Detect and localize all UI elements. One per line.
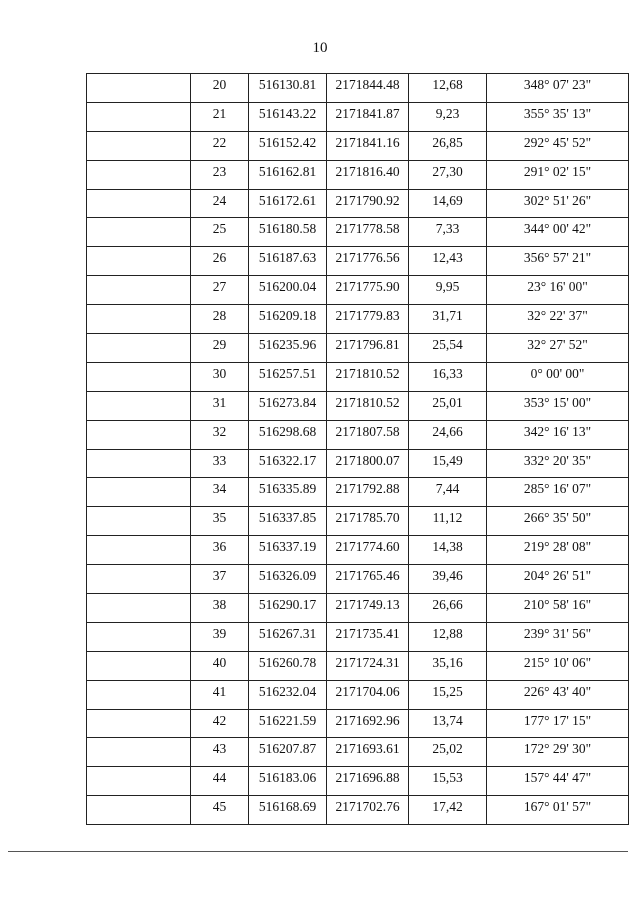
- x-coordinate-cell: 516322.17: [249, 449, 327, 478]
- footer-rule: [8, 851, 628, 852]
- x-coordinate-cell: 516335.89: [249, 478, 327, 507]
- x-coordinate-cell: 516187.63: [249, 247, 327, 276]
- point-number-cell: 23: [191, 160, 249, 189]
- y-coordinate-cell: 2171816.40: [327, 160, 409, 189]
- x-coordinate-cell: 516207.87: [249, 738, 327, 767]
- y-coordinate-cell: 2171779.83: [327, 305, 409, 334]
- direction-angle-cell: 226° 43' 40": [487, 680, 629, 709]
- x-coordinate-cell: 516162.81: [249, 160, 327, 189]
- segment-length-cell: 12,88: [409, 622, 487, 651]
- x-coordinate-cell: 516232.04: [249, 680, 327, 709]
- direction-angle-cell: 342° 16' 13": [487, 420, 629, 449]
- empty-cell: [87, 218, 191, 247]
- empty-cell: [87, 767, 191, 796]
- y-coordinate-cell: 2171704.06: [327, 680, 409, 709]
- direction-angle-cell: 219° 28' 08": [487, 536, 629, 565]
- direction-angle-cell: 167° 01' 57": [487, 796, 629, 825]
- segment-length-cell: 17,42: [409, 796, 487, 825]
- y-coordinate-cell: 2171724.31: [327, 651, 409, 680]
- table-row: [87, 594, 629, 623]
- segment-length-cell: 15,25: [409, 680, 487, 709]
- y-coordinate-cell: 2171735.41: [327, 622, 409, 651]
- empty-cell: [87, 391, 191, 420]
- empty-cell: [87, 247, 191, 276]
- segment-length-cell: 31,71: [409, 305, 487, 334]
- table-row: [87, 362, 629, 391]
- point-number-cell: 20: [191, 74, 249, 103]
- table-row: [87, 74, 629, 103]
- empty-cell: [87, 507, 191, 536]
- y-coordinate-cell: 2171774.60: [327, 536, 409, 565]
- empty-cell: [87, 680, 191, 709]
- empty-cell: [87, 478, 191, 507]
- empty-cell: [87, 565, 191, 594]
- x-coordinate-cell: 516290.17: [249, 594, 327, 623]
- segment-length-cell: 14,69: [409, 189, 487, 218]
- table-row: [87, 218, 629, 247]
- direction-angle-cell: 353° 15' 00": [487, 391, 629, 420]
- x-coordinate-cell: 516143.22: [249, 102, 327, 131]
- direction-angle-cell: 332° 20' 35": [487, 449, 629, 478]
- point-number-cell: 32: [191, 420, 249, 449]
- segment-length-cell: 9,95: [409, 276, 487, 305]
- y-coordinate-cell: 2171696.88: [327, 767, 409, 796]
- table-row: [87, 131, 629, 160]
- empty-cell: [87, 305, 191, 334]
- segment-length-cell: 15,49: [409, 449, 487, 478]
- table-row: [87, 507, 629, 536]
- x-coordinate-cell: 516337.19: [249, 536, 327, 565]
- table-row: [87, 305, 629, 334]
- table-row: [87, 449, 629, 478]
- segment-length-cell: 7,33: [409, 218, 487, 247]
- segment-length-cell: 24,66: [409, 420, 487, 449]
- direction-angle-cell: 0° 00' 00": [487, 362, 629, 391]
- direction-angle-cell: 239° 31' 56": [487, 622, 629, 651]
- y-coordinate-cell: 2171749.13: [327, 594, 409, 623]
- segment-length-cell: 26,66: [409, 594, 487, 623]
- y-coordinate-cell: 2171702.76: [327, 796, 409, 825]
- segment-length-cell: 9,23: [409, 102, 487, 131]
- table-row: [87, 796, 629, 825]
- y-coordinate-cell: 2171785.70: [327, 507, 409, 536]
- direction-angle-cell: 157° 44' 47": [487, 767, 629, 796]
- y-coordinate-cell: 2171692.96: [327, 709, 409, 738]
- x-coordinate-cell: 516180.58: [249, 218, 327, 247]
- direction-angle-cell: 291° 02' 15": [487, 160, 629, 189]
- table-row: [87, 102, 629, 131]
- point-number-cell: 26: [191, 247, 249, 276]
- point-number-cell: 41: [191, 680, 249, 709]
- point-number-cell: 38: [191, 594, 249, 623]
- table-row: [87, 276, 629, 305]
- table-row: [87, 189, 629, 218]
- x-coordinate-cell: 516172.61: [249, 189, 327, 218]
- y-coordinate-cell: 2171765.46: [327, 565, 409, 594]
- x-coordinate-cell: 516200.04: [249, 276, 327, 305]
- direction-angle-cell: 32° 27' 52": [487, 334, 629, 363]
- direction-angle-cell: 355° 35' 13": [487, 102, 629, 131]
- empty-cell: [87, 189, 191, 218]
- point-number-cell: 28: [191, 305, 249, 334]
- x-coordinate-cell: 516273.84: [249, 391, 327, 420]
- empty-cell: [87, 102, 191, 131]
- y-coordinate-cell: 2171810.52: [327, 391, 409, 420]
- point-number-cell: 35: [191, 507, 249, 536]
- y-coordinate-cell: 2171807.58: [327, 420, 409, 449]
- table-row: [87, 767, 629, 796]
- empty-cell: [87, 622, 191, 651]
- x-coordinate-cell: 516209.18: [249, 305, 327, 334]
- direction-angle-cell: 215° 10' 06": [487, 651, 629, 680]
- segment-length-cell: 25,01: [409, 391, 487, 420]
- point-number-cell: 22: [191, 131, 249, 160]
- direction-angle-cell: 210° 58' 16": [487, 594, 629, 623]
- direction-angle-cell: 177° 17' 15": [487, 709, 629, 738]
- segment-length-cell: 35,16: [409, 651, 487, 680]
- table-row: [87, 478, 629, 507]
- x-coordinate-cell: 516326.09: [249, 565, 327, 594]
- page-number: 10: [312, 40, 328, 56]
- point-number-cell: 40: [191, 651, 249, 680]
- direction-angle-cell: 172° 29' 30": [487, 738, 629, 767]
- segment-length-cell: 12,43: [409, 247, 487, 276]
- table-row: [87, 709, 629, 738]
- y-coordinate-cell: 2171810.52: [327, 362, 409, 391]
- empty-cell: [87, 420, 191, 449]
- point-number-cell: 24: [191, 189, 249, 218]
- empty-cell: [87, 131, 191, 160]
- point-number-cell: 43: [191, 738, 249, 767]
- y-coordinate-cell: 2171792.88: [327, 478, 409, 507]
- x-coordinate-cell: 516221.59: [249, 709, 327, 738]
- point-number-cell: 30: [191, 362, 249, 391]
- direction-angle-cell: 344° 00' 42": [487, 218, 629, 247]
- segment-length-cell: 39,46: [409, 565, 487, 594]
- segment-length-cell: 26,85: [409, 131, 487, 160]
- table-row: [87, 391, 629, 420]
- x-coordinate-cell: 516130.81: [249, 74, 327, 103]
- segment-length-cell: 25,54: [409, 334, 487, 363]
- point-number-cell: 34: [191, 478, 249, 507]
- table-row: [87, 334, 629, 363]
- direction-angle-cell: 23° 16' 00": [487, 276, 629, 305]
- point-number-cell: 36: [191, 536, 249, 565]
- empty-cell: [87, 334, 191, 363]
- segment-length-cell: 13,74: [409, 709, 487, 738]
- empty-cell: [87, 594, 191, 623]
- segment-length-cell: 25,02: [409, 738, 487, 767]
- segment-length-cell: 16,33: [409, 362, 487, 391]
- table-row: [87, 247, 629, 276]
- segment-length-cell: 12,68: [409, 74, 487, 103]
- table-row: [87, 565, 629, 594]
- empty-cell: [87, 74, 191, 103]
- segment-length-cell: 15,53: [409, 767, 487, 796]
- y-coordinate-cell: 2171844.48: [327, 74, 409, 103]
- direction-angle-cell: 292° 45' 52": [487, 131, 629, 160]
- table-row: [87, 651, 629, 680]
- point-number-cell: 37: [191, 565, 249, 594]
- empty-cell: [87, 160, 191, 189]
- point-number-cell: 33: [191, 449, 249, 478]
- direction-angle-cell: 204° 26' 51": [487, 565, 629, 594]
- direction-angle-cell: 266° 35' 50": [487, 507, 629, 536]
- point-number-cell: 25: [191, 218, 249, 247]
- table-row: [87, 738, 629, 767]
- segment-length-cell: 27,30: [409, 160, 487, 189]
- x-coordinate-cell: 516260.78: [249, 651, 327, 680]
- x-coordinate-cell: 516168.69: [249, 796, 327, 825]
- segment-length-cell: 14,38: [409, 536, 487, 565]
- table-row: [87, 680, 629, 709]
- point-number-cell: 21: [191, 102, 249, 131]
- point-number-cell: 42: [191, 709, 249, 738]
- empty-cell: [87, 651, 191, 680]
- empty-cell: [87, 709, 191, 738]
- x-coordinate-cell: 516298.68: [249, 420, 327, 449]
- table-row: [87, 420, 629, 449]
- point-number-cell: 44: [191, 767, 249, 796]
- x-coordinate-cell: 516257.51: [249, 362, 327, 391]
- table-row: [87, 622, 629, 651]
- y-coordinate-cell: 2171775.90: [327, 276, 409, 305]
- empty-cell: [87, 738, 191, 767]
- coordinates-table: [86, 73, 629, 825]
- y-coordinate-cell: 2171776.56: [327, 247, 409, 276]
- y-coordinate-cell: 2171778.58: [327, 218, 409, 247]
- direction-angle-cell: 285° 16' 07": [487, 478, 629, 507]
- direction-angle-cell: 302° 51' 26": [487, 189, 629, 218]
- direction-angle-cell: 32° 22' 37": [487, 305, 629, 334]
- y-coordinate-cell: 2171790.92: [327, 189, 409, 218]
- direction-angle-cell: 348° 07' 23": [487, 74, 629, 103]
- table-row: [87, 536, 629, 565]
- direction-angle-cell: 356° 57' 21": [487, 247, 629, 276]
- y-coordinate-cell: 2171800.07: [327, 449, 409, 478]
- empty-cell: [87, 362, 191, 391]
- empty-cell: [87, 276, 191, 305]
- point-number-cell: 31: [191, 391, 249, 420]
- segment-length-cell: 11,12: [409, 507, 487, 536]
- point-number-cell: 29: [191, 334, 249, 363]
- y-coordinate-cell: 2171693.61: [327, 738, 409, 767]
- empty-cell: [87, 796, 191, 825]
- segment-length-cell: 7,44: [409, 478, 487, 507]
- point-number-cell: 39: [191, 622, 249, 651]
- x-coordinate-cell: 516235.96: [249, 334, 327, 363]
- coordinates-table-body: [87, 74, 629, 825]
- point-number-cell: 27: [191, 276, 249, 305]
- empty-cell: [87, 536, 191, 565]
- empty-cell: [87, 449, 191, 478]
- x-coordinate-cell: 516267.31: [249, 622, 327, 651]
- x-coordinate-cell: 516152.42: [249, 131, 327, 160]
- y-coordinate-cell: 2171796.81: [327, 334, 409, 363]
- y-coordinate-cell: 2171841.16: [327, 131, 409, 160]
- x-coordinate-cell: 516183.06: [249, 767, 327, 796]
- y-coordinate-cell: 2171841.87: [327, 102, 409, 131]
- table-row: [87, 160, 629, 189]
- point-number-cell: 45: [191, 796, 249, 825]
- x-coordinate-cell: 516337.85: [249, 507, 327, 536]
